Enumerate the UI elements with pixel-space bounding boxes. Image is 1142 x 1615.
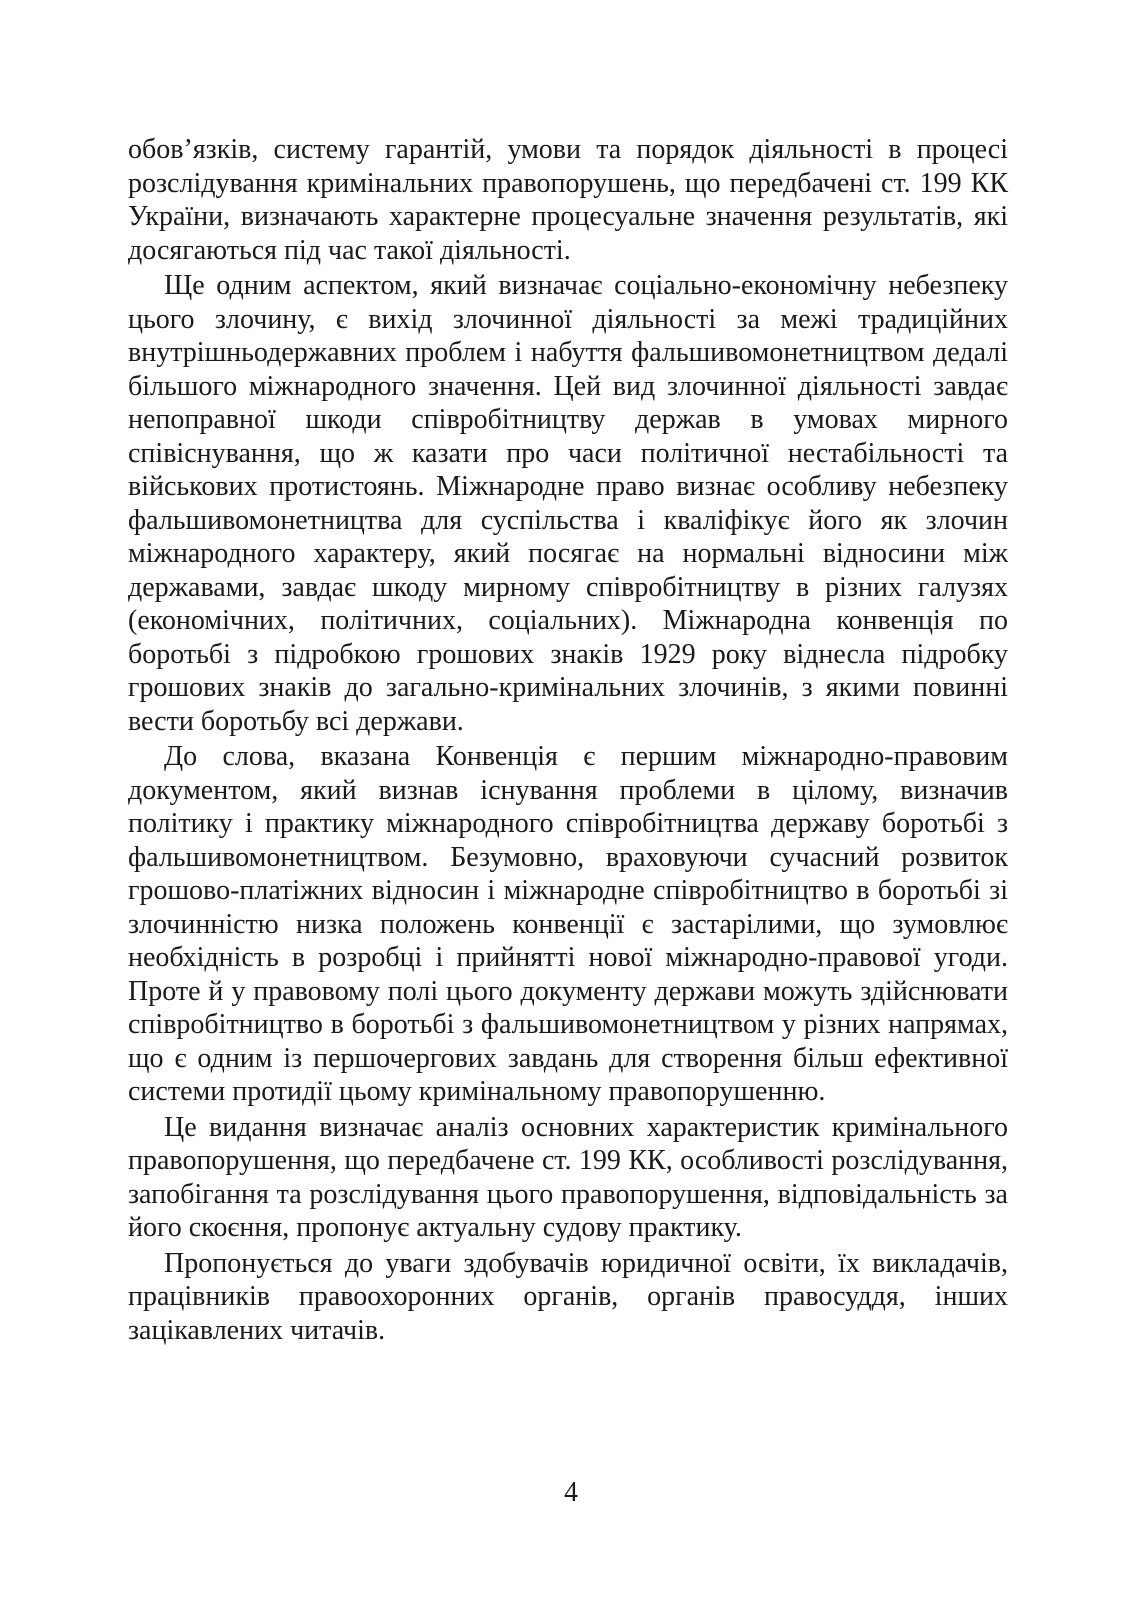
body-text	[128, 133, 1008, 1347]
paragraph-edition-summary: Це видання визначає аналіз основних характеристик кримінального правопорушення, що передбачене ст. 199 КК, особливості розслідування, запобігання та розслідування цього правопорушення, відповідальність за його скоєння, пропонує актуальну судову практику.	[128, 1111, 1008, 1243]
page-number: 4	[564, 1477, 578, 1508]
paragraph-international-danger: Ще одним аспектом, який визначає соціально-економічну небезпеку цього злочину, є вихід злочинної діяльності за межі традиційних внутрішньодержавних проблем і набуття фальшивомонетництвом дедалі більшого міжнародного значення. Цей вид злочинної діяльності завдає непоправної шкоди співробітництву держав в умовах мирного співіснування, що ж казати про часи політичної нестабільності та військових протистоянь. Міжнародне право визнає особливу небезпеку фальшивомонетництва для суспільства і кваліфікує його як злочин міжнародного характеру, який посягає на нормальні відносини між державами, завдає шкоду мирному співробітництву в різних галузях (економічних, політичних, соціальних). Міжнародна конвенція по боротьбі з підробкою грошових знаків 1929 року віднесла підробку грошових знаків до загально-кримінальних злочинів, з якими повинні вести боротьбу всі держави.	[128, 270, 1008, 737]
paragraph-convention: До слова, вказана Конвенція є першим міжнародно-правовим документом, який визнав існування проблеми в цілому, визначив політику і практику міжнародного співробітництва державу боротьбі з фальшивомонетництвом. Безумовно, враховуючи сучасний розвиток грошово-платіжних відносин і міжнародне співробітництво в боротьбі зі злочинністю низка положень конвенції є застарілими, що зумовлює необхідність в розробці і прийнятті нової міжнародно-правової угоди. Проте й у правовому полі цього документу держави можуть здійснювати співробітництво в боротьбі з фальшивомонетництвом у різних напрямах, що є одним із першочергових завдань для створення більш ефективної системи протидії цьому кримінальному правопорушенню.	[128, 741, 1008, 1107]
paragraph-continuation: обов’язків, систему гарантій, умови та порядок діяльності в процесі розслідування кримінальних правопорушень, що передбачені ст. 199 КК України, визначають характерне процесуальне значення результатів, які досягаються під час такої діяльності.	[128, 134, 1008, 266]
paragraph-audience: Пропонується до уваги здобувачів юридичної освіти, їх викладачів, працівників правоохоронних органів, органів правосуддя, інших зацікавлених читачів.	[128, 1247, 1008, 1346]
